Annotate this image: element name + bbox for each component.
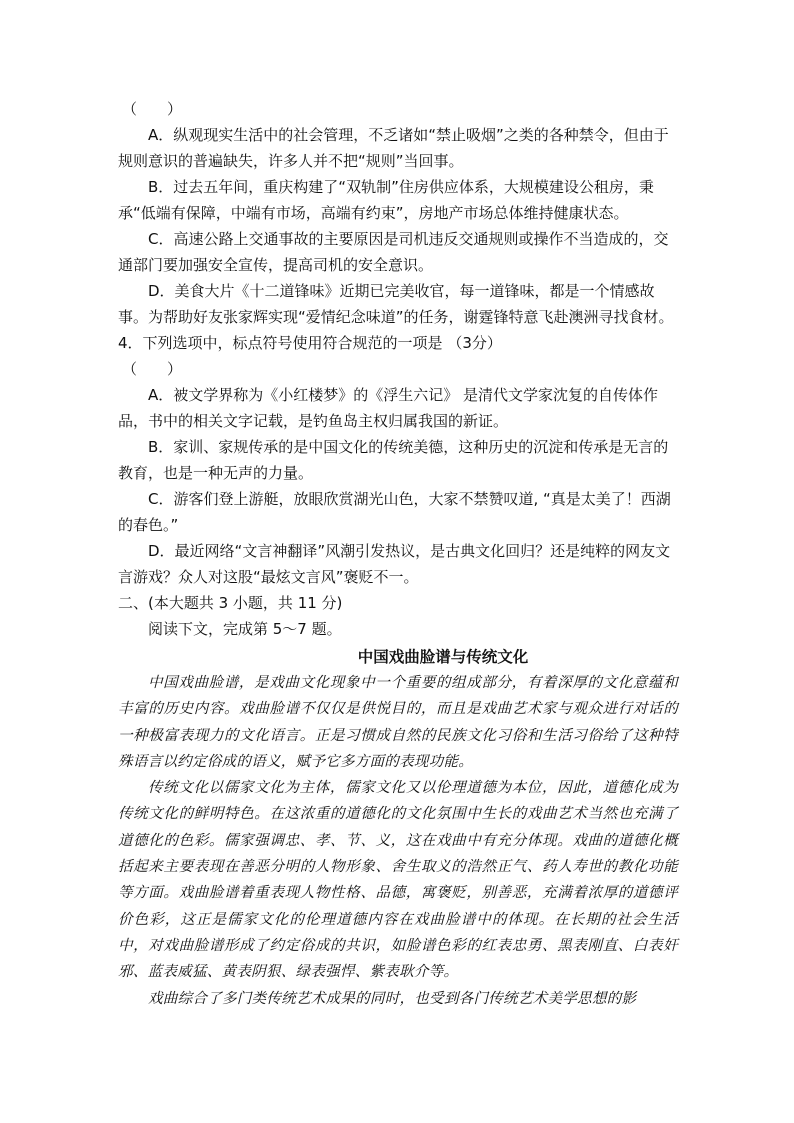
q3-option-a: A．纵观现实生活中的社会管理，不乏诸如“禁止吸烟”之类的各种禁令，但由于规则意识的普遍缺失，许多人并不把“规则”当回事。 (118, 126, 669, 170)
q3-option-b: B．过去五年间，重庆构建了“双轨制”住房供应体系，大规模建设公租房，秉承“低端有保障，中端有市场，高端有约束”，房地产市场总体维持健康状态。 (118, 178, 654, 222)
q4-option-c: C．游客们登上游艇，放眼欣赏湖光山色，大家不禁赞叹道, “真是太美了！西湖的春色。” (118, 490, 671, 534)
q4-option-d: D．最近网络“文言神翻译”风潮引发热议，是古典文化回归？还是纯粹的网友文言游戏？众人对这股“最炫文言风”褒贬不一。 (118, 542, 671, 586)
page-content (118, 96, 678, 1012)
q4-option-a: A．被文学界称为《小红楼梦》的《浮生六记》 是清代文学家沈复的自传体作品，书中的相关文字记载，是钓鱼岛主权归属我国的新证。 (118, 386, 659, 430)
q4-option-b: B．家训、家规传承的是中国文化的传统美德，这种历史的沉淀和传承是无言的教育，也是一种无声的力量。 (118, 438, 669, 482)
essay-paragraph-1: 中国戏曲脸谱，是戏曲文化现象中一个重要的组成部分，有着深厚的文化意蕴和丰富的历史内容。戏曲脸谱不仅仅是供悦目的，而且是戏曲艺术家与观众进行对话的一种极富表现力的文化语言。正是习惯成自然的民族文化习俗和生活习俗给了这种特殊语言以约定俗成的语义，赋予它多方面的表现功能。 (118, 674, 678, 770)
q3-answer-paren: （ ） (122, 100, 183, 118)
section-2-lead: 阅读下文，完成第 5～7 题。 (148, 620, 342, 638)
q3-option-d: D．美食大片《十二道锋味》近期已完美收官，每一道锋味，都是一个情感故事。为帮助好友张家辉实现“爱情纪念味道”的任务，谢霆锋特意飞赴澳洲寻找食材。 (118, 282, 674, 326)
essay-title: 中国戏曲脸谱与传统文化 (357, 648, 529, 666)
essay-paragraph-3: 戏曲综合了多门类传统艺术成果的同时，也受到各门传统艺术美学思想的影 (148, 989, 637, 1007)
q4-answer-paren: （ ） (122, 360, 183, 378)
essay-paragraph-2: 传统文化以儒家文化为主体，儒家文化又以伦理道德为本位，因此，道德化成为传统文化的鲜明特色。在这浓重的道德化的文化氛围中生长的戏曲艺术当然也充满了道德化的色彩。儒家强调忠、孝、节、义，这在戏曲中有充分体现。戏曲的道德化概括起来主要表现在善恶分明的人物形象、舍生取义的浩然正气、药人寿世的教化功能等方面。戏曲脸谱着重表现人物性格、品德，寓褒贬，别善恶，充满着浓厚的道德评价色彩，这正是儒家文化的伦理道德内容在戏曲脸谱中的体现。在长期的社会生活中，对戏曲脸谱形成了约定俗成的共识，如脸谱色彩的红表忠勇、黑表刚直、白表奸邪、蓝表威猛、黄表阴狠、绿表强悍、紫表耿介等。 (118, 779, 678, 981)
section-2-heading: 二、(本大题共 3 小题，共 11 分) (118, 594, 343, 612)
q3-option-c: C．高速公路上交通事故的主要原因是司机违反交通规则或操作不当造成的，交通部门要加强安全宣传，提高司机的安全意识。 (118, 230, 669, 274)
q4-stem: 4．下列选项中，标点符号使用符合规范的一项是 （3分） (118, 334, 502, 352)
